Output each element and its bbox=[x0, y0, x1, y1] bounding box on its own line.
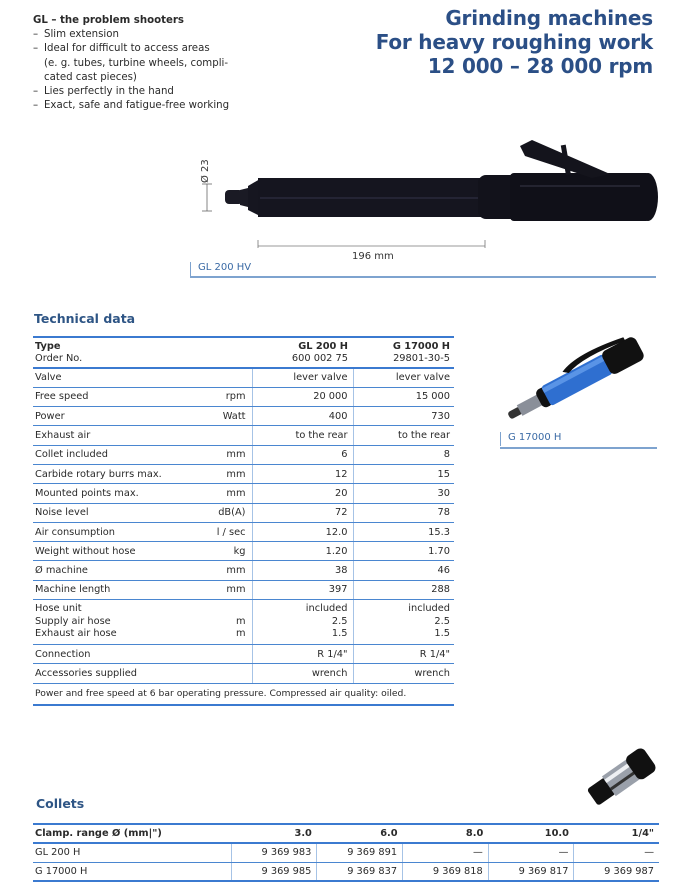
row-unit: l / sec bbox=[192, 522, 252, 541]
table-note-row bbox=[33, 683, 454, 705]
cell: 9 369 985 bbox=[231, 862, 317, 881]
row-label: G 17000 H bbox=[33, 862, 231, 881]
g17000h-tool-image bbox=[496, 326, 656, 426]
table-row bbox=[33, 561, 454, 580]
feature-item: – Exact, safe and fatigue-free working bbox=[33, 99, 229, 113]
row-value: 12.0 bbox=[252, 522, 353, 541]
row-value: lever valve bbox=[353, 368, 454, 387]
row-label: Exhaust air bbox=[33, 426, 192, 445]
table-row bbox=[33, 484, 454, 503]
row-unit: mm bbox=[192, 445, 252, 464]
row-unit bbox=[192, 368, 252, 387]
row-unit: mm bbox=[192, 484, 252, 503]
table-row bbox=[33, 445, 454, 464]
row-value: 30 bbox=[353, 484, 454, 503]
row-value: 15 000 bbox=[353, 387, 454, 406]
row-value: 20 000 bbox=[252, 387, 353, 406]
table-header-row bbox=[33, 337, 454, 368]
row-label: Machine length bbox=[33, 580, 192, 599]
row-value: 38 bbox=[252, 561, 353, 580]
header-cell: 8.0 bbox=[403, 824, 489, 843]
title-line-1: Grinding machines bbox=[445, 6, 653, 30]
row-unit: rpm bbox=[192, 387, 252, 406]
row-label: Connection bbox=[33, 645, 192, 664]
title-line-3: 12 000 – 28 000 rpm bbox=[427, 54, 653, 78]
cell: 9 369 983 bbox=[231, 843, 317, 862]
header-cell: 6.0 bbox=[317, 824, 403, 843]
collet-image bbox=[575, 742, 665, 810]
table-row bbox=[33, 843, 659, 862]
row-label: Noise level bbox=[33, 503, 192, 522]
table-row-hose bbox=[33, 600, 454, 645]
cell: 9 369 987 bbox=[574, 862, 659, 881]
cell: 9 369 817 bbox=[488, 862, 574, 881]
row-unit: mm bbox=[192, 580, 252, 599]
row-label: Mounted points max. bbox=[33, 484, 192, 503]
table-row bbox=[33, 426, 454, 445]
row-value: included 2.5 1.5 bbox=[353, 600, 454, 645]
feature-item: – Ideal for difficult to access areas bbox=[33, 42, 229, 56]
table-row bbox=[33, 664, 454, 683]
caption-rule bbox=[500, 447, 657, 449]
feature-item: – Lies perfectly in the hand bbox=[33, 85, 229, 99]
cell: 9 369 837 bbox=[317, 862, 403, 881]
table-row bbox=[33, 542, 454, 561]
section-title-collets: Collets bbox=[36, 796, 85, 811]
row-label: Hose unit Supply air hose Exhaust air hose bbox=[33, 600, 192, 645]
row-value: 8 bbox=[353, 445, 454, 464]
table-row bbox=[33, 645, 454, 664]
gl200hv-tool-image bbox=[180, 138, 660, 248]
caption-rule bbox=[190, 276, 656, 278]
intro-block bbox=[33, 14, 229, 113]
row-label: Weight without hose bbox=[33, 542, 192, 561]
row-value: lever valve bbox=[252, 368, 353, 387]
row-value: 20 bbox=[252, 484, 353, 503]
title-line-2: For heavy roughing work bbox=[375, 30, 653, 54]
row-unit: dB(A) bbox=[192, 503, 252, 522]
section-title-technical: Technical data bbox=[34, 311, 136, 326]
row-value: to the rear bbox=[252, 426, 353, 445]
table-row bbox=[33, 862, 659, 881]
row-label: Accessories supplied bbox=[33, 664, 192, 683]
row-value: 288 bbox=[353, 580, 454, 599]
row-value: included 2.5 1.5 bbox=[252, 600, 353, 645]
row-label: Valve bbox=[33, 368, 192, 387]
row-label: GL 200 H bbox=[33, 843, 231, 862]
intro-heading: GL – the problem shooters bbox=[33, 15, 184, 26]
feature-item: – Slim extension bbox=[33, 28, 229, 42]
cell: — bbox=[488, 843, 574, 862]
row-unit: mm bbox=[192, 464, 252, 483]
row-unit bbox=[192, 645, 252, 664]
order-label: Order No. bbox=[35, 352, 83, 364]
technical-data-table bbox=[33, 336, 454, 706]
length-label: 196 mm bbox=[352, 251, 394, 262]
cell: — bbox=[574, 843, 659, 862]
row-value: 1.70 bbox=[353, 542, 454, 561]
feature-item-continuation: (e. g. tubes, turbine wheels, compli- bbox=[44, 57, 229, 69]
collets-table bbox=[33, 823, 659, 882]
figure-caption: G 17000 H bbox=[500, 432, 561, 446]
table-row bbox=[33, 522, 454, 541]
row-value: 72 bbox=[252, 503, 353, 522]
table-row bbox=[33, 464, 454, 483]
row-value: R 1/4" bbox=[353, 645, 454, 664]
row-value: 400 bbox=[252, 407, 353, 426]
cell: 9 369 891 bbox=[317, 843, 403, 862]
row-unit: m m bbox=[192, 600, 252, 645]
row-value: wrench bbox=[252, 664, 353, 683]
table-header-row bbox=[33, 824, 659, 843]
row-value: 15 bbox=[353, 464, 454, 483]
model-header bbox=[252, 337, 353, 368]
row-label: Carbide rotary burrs max. bbox=[33, 464, 192, 483]
diameter-label: Ø 23 bbox=[200, 159, 211, 183]
table-row bbox=[33, 387, 454, 406]
table-row bbox=[33, 368, 454, 387]
cell: 9 369 818 bbox=[403, 862, 489, 881]
header-cell: Clamp. range Ø (mm|") bbox=[33, 824, 231, 843]
type-header bbox=[33, 337, 252, 368]
order-number: 29801-30-5 bbox=[393, 352, 450, 364]
row-value: 730 bbox=[353, 407, 454, 426]
header-cell: 1/4" bbox=[574, 824, 659, 843]
row-value: 397 bbox=[252, 580, 353, 599]
feature-list bbox=[33, 28, 229, 113]
model-header bbox=[353, 337, 454, 368]
row-unit bbox=[192, 664, 252, 683]
row-value: 12 bbox=[252, 464, 353, 483]
feature-item-continuation: cated cast pieces) bbox=[44, 71, 137, 83]
row-value: 78 bbox=[353, 503, 454, 522]
row-unit: mm bbox=[192, 561, 252, 580]
row-value: 1.20 bbox=[252, 542, 353, 561]
row-label: Free speed bbox=[33, 387, 192, 406]
figure-caption: GL 200 HV bbox=[190, 262, 251, 276]
row-value: wrench bbox=[353, 664, 454, 683]
order-number: 600 002 75 bbox=[291, 352, 348, 364]
table-row bbox=[33, 580, 454, 599]
row-label: Power bbox=[33, 407, 192, 426]
page-title bbox=[376, 6, 653, 78]
row-value: 46 bbox=[353, 561, 454, 580]
model-name: GL 200 H bbox=[298, 340, 348, 352]
row-label: Ø machine bbox=[33, 561, 192, 580]
row-unit: kg bbox=[192, 542, 252, 561]
cell: — bbox=[403, 843, 489, 862]
type-label: Type bbox=[35, 340, 61, 352]
table-note: Power and free speed at 6 bar operating pressure. Compressed air quality: oiled. bbox=[33, 683, 454, 705]
table-row bbox=[33, 407, 454, 426]
row-unit: Watt bbox=[192, 407, 252, 426]
row-label: Air consumption bbox=[33, 522, 192, 541]
header-cell: 3.0 bbox=[231, 824, 317, 843]
model-name: G 17000 H bbox=[392, 340, 450, 352]
row-value: 6 bbox=[252, 445, 353, 464]
row-label: Collet included bbox=[33, 445, 192, 464]
row-value: 15.3 bbox=[353, 522, 454, 541]
row-unit bbox=[192, 426, 252, 445]
row-value: R 1/4" bbox=[252, 645, 353, 664]
header-cell: 10.0 bbox=[488, 824, 574, 843]
table-row bbox=[33, 503, 454, 522]
row-value: to the rear bbox=[353, 426, 454, 445]
